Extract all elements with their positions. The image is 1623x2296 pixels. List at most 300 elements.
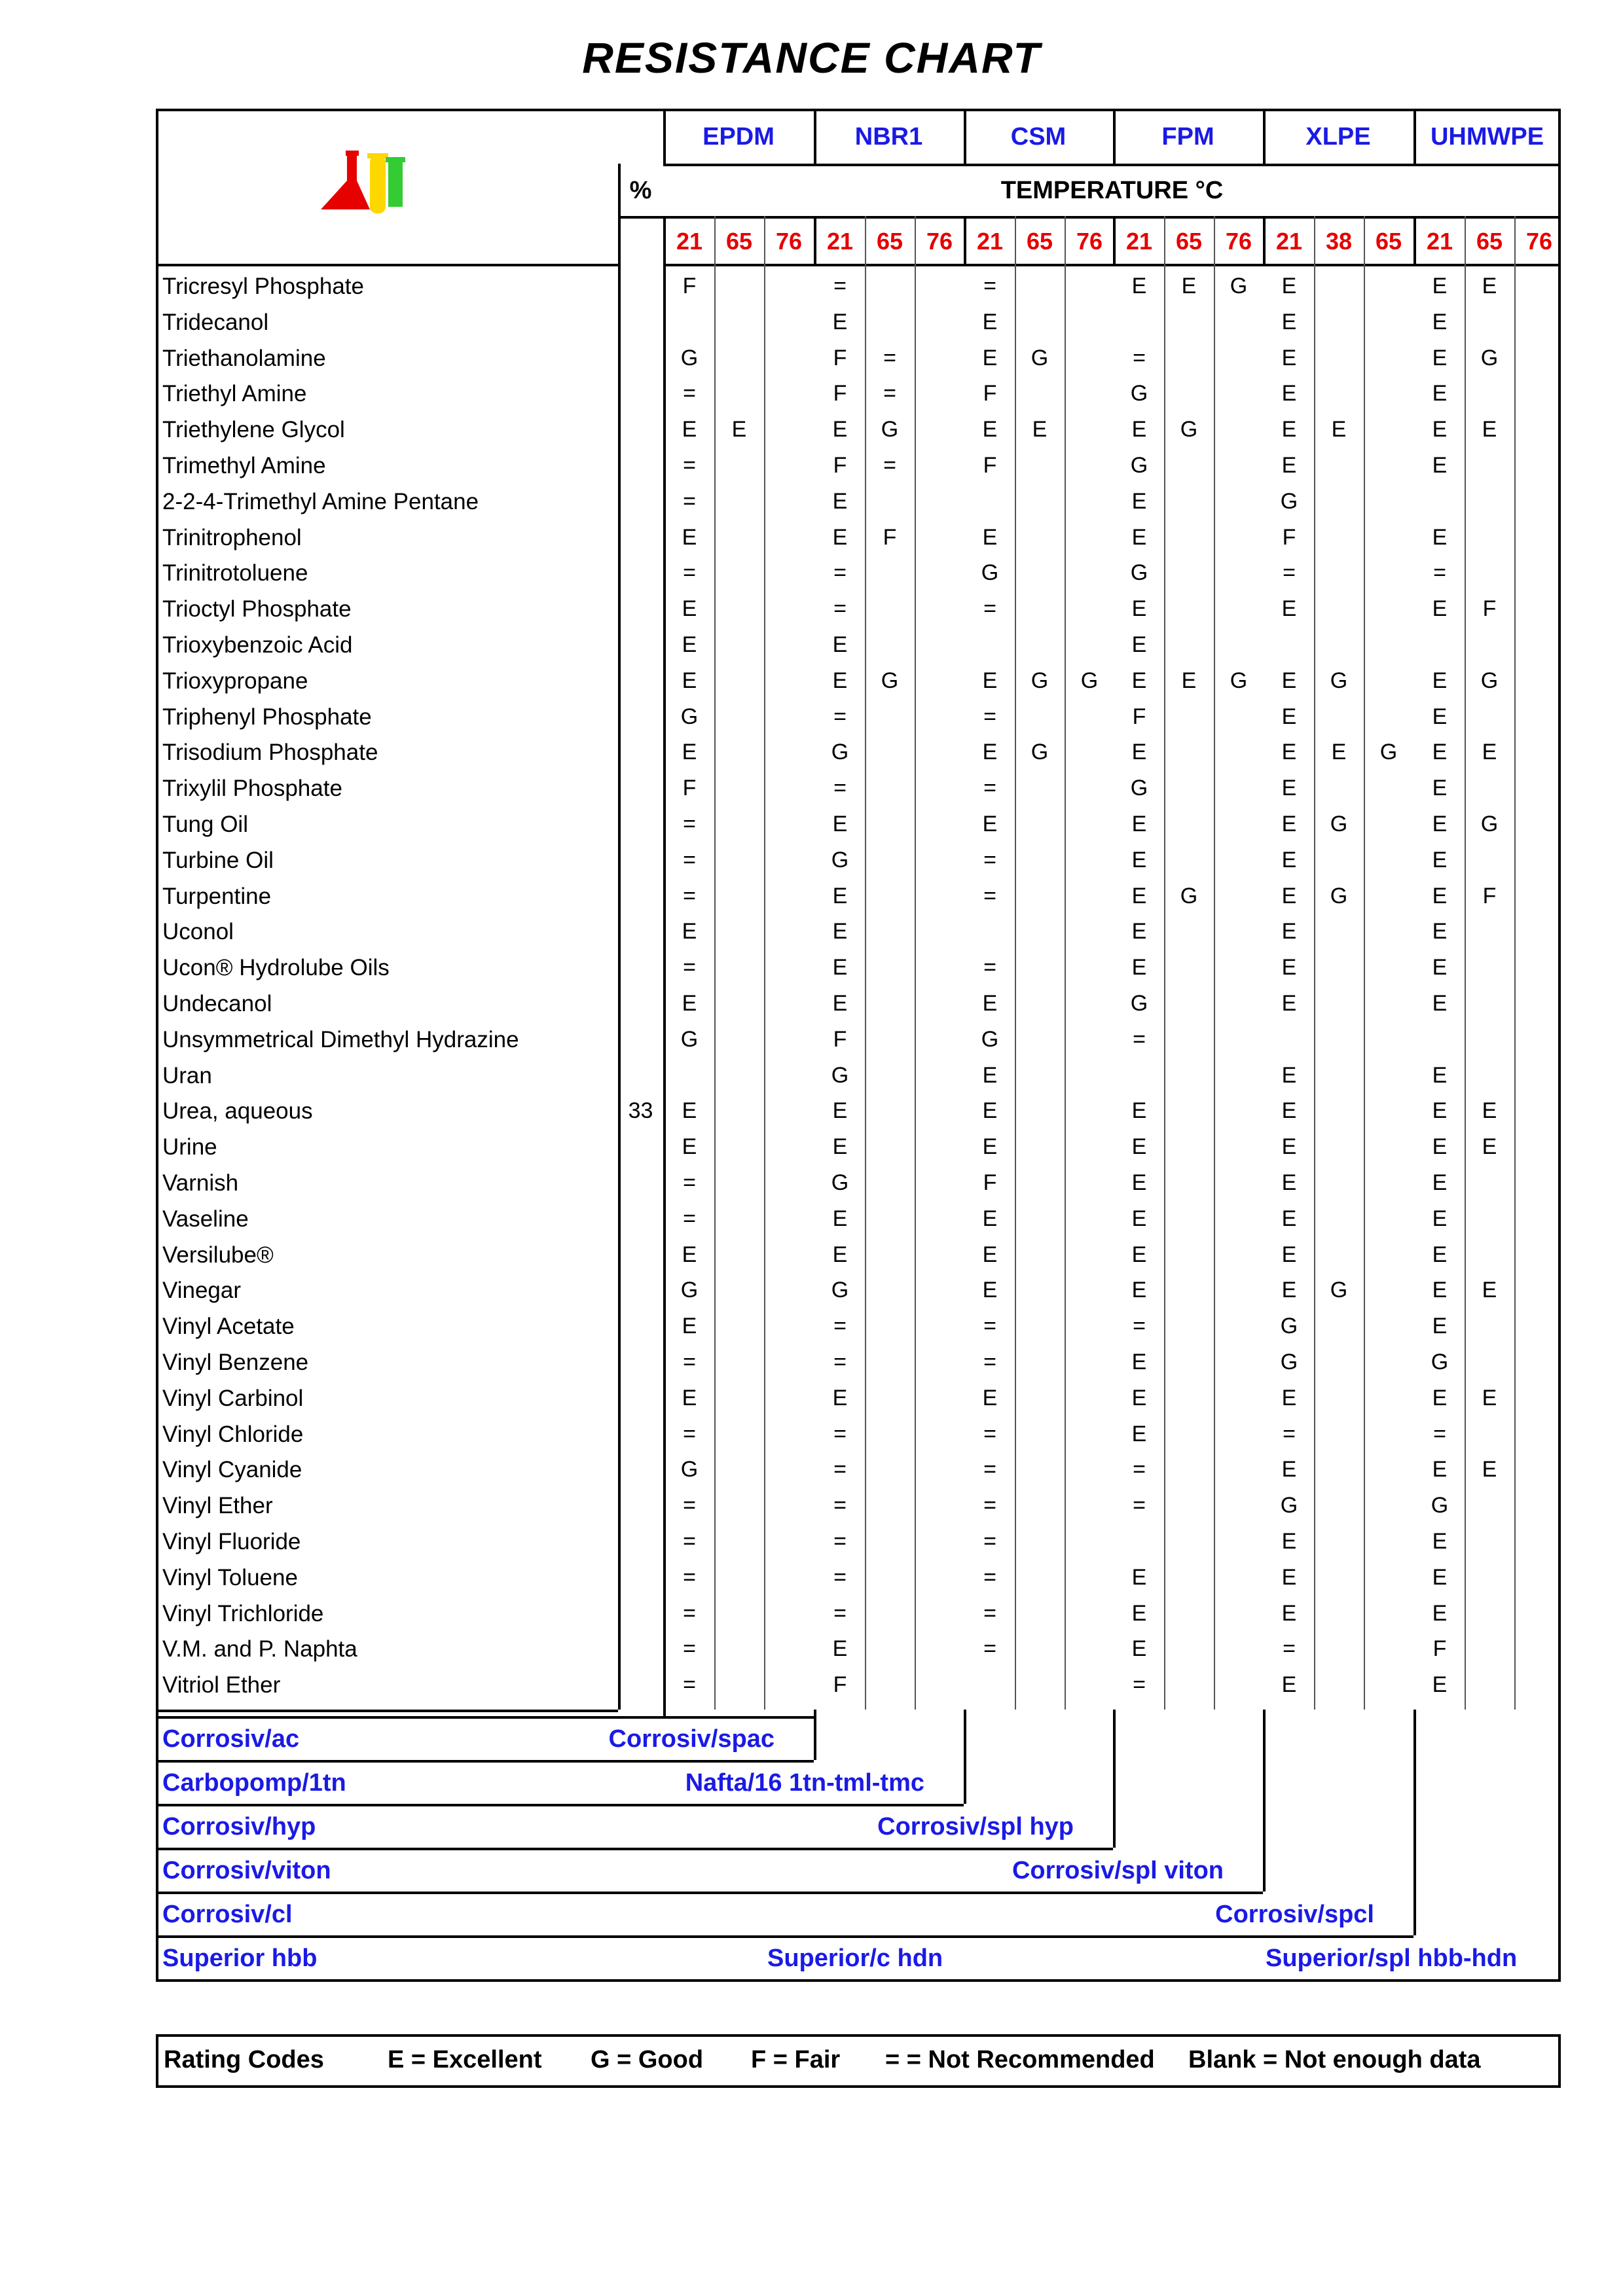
column-line <box>915 216 916 1710</box>
rating-cell: = <box>983 1457 996 1482</box>
footer-edge <box>1263 1710 1266 1892</box>
rating-cell: E <box>832 955 848 980</box>
rating-cell: = <box>883 453 896 478</box>
chemical-name: Triethyl Amine <box>162 381 307 407</box>
rating-cell: E <box>682 1134 697 1160</box>
yellow-tube-rim <box>367 153 388 158</box>
rating-cell: E <box>1432 955 1448 980</box>
chemical-name: Trioctyl Phosphate <box>162 596 352 622</box>
rating-cell: = <box>683 1529 696 1554</box>
rating-cell: E <box>1281 776 1297 801</box>
rating-cell: E <box>1482 417 1497 442</box>
rating-cell: E <box>982 740 998 765</box>
percent-value: 33 <box>628 1098 653 1124</box>
rating-cell: = <box>833 1529 847 1554</box>
chemical-name: Trisodium Phosphate <box>162 740 378 766</box>
chemical-name: Trioxypropane <box>162 668 308 694</box>
rating-cell: E <box>1131 1206 1147 1231</box>
rating-cell: E <box>1131 488 1147 514</box>
rating-cell: = <box>983 1600 996 1626</box>
rating-cell: E <box>1432 1278 1448 1303</box>
chemical-name: Vinyl Chloride <box>162 1421 304 1447</box>
rating-cell: = <box>983 1314 996 1339</box>
rating-cell: = <box>683 955 696 980</box>
rating-cell: G <box>1330 1278 1348 1303</box>
chemical-name: Triethylene Glycol <box>162 417 345 443</box>
chemical-name: Turpentine <box>162 883 272 909</box>
material-header-fpm: FPM <box>1161 123 1214 151</box>
rating-cell: = <box>983 274 996 298</box>
footer-code: Corrosiv/cl <box>162 1901 293 1928</box>
rating-cell: E <box>1131 740 1147 765</box>
rating-cell: = <box>1433 1421 1446 1446</box>
rating-cell: = <box>1133 1457 1146 1482</box>
temperature-cell: 21 <box>826 228 854 255</box>
footer-code: Corrosiv/spac <box>608 1725 775 1753</box>
rating-cell: E <box>1432 1564 1448 1590</box>
legend-fair: F = Fair <box>751 2046 841 2073</box>
rating-cell: E <box>682 919 697 944</box>
rating-cell: E <box>1131 1170 1147 1195</box>
rating-cell: E <box>832 812 848 836</box>
chemical-name: V.M. and P. Naphta <box>162 1636 357 1662</box>
rating-cell: = <box>1133 1672 1146 1698</box>
red-flask-rim <box>346 151 359 156</box>
legend-not-recommended: = = Not Recommended <box>885 2046 1155 2073</box>
rating-cell: = <box>983 704 996 729</box>
rating-cell: E <box>1432 596 1448 622</box>
rating-cell: = <box>683 1350 696 1374</box>
chemical-name: Trioxybenzoic Acid <box>162 632 353 658</box>
rating-cell: E <box>731 417 747 442</box>
chemical-name: Urine <box>162 1134 217 1160</box>
rating-cell: = <box>683 381 696 406</box>
rating-cell: E <box>832 524 848 550</box>
rating-cell: E <box>1281 1529 1297 1554</box>
rating-cell: E <box>1131 1098 1147 1124</box>
lab-flasks-icon <box>318 149 406 216</box>
rating-cell: E <box>1181 274 1197 298</box>
rating-cell: E <box>832 883 848 908</box>
rating-cell: G <box>1130 776 1148 801</box>
rating-cell: E <box>1281 1134 1297 1160</box>
chemical-name: 2-2-4-Trimethyl Amine Pentane <box>162 488 479 514</box>
chemical-name: Turbine Oil <box>162 847 274 873</box>
rating-cell: E <box>1281 345 1297 370</box>
rating-cell: G <box>680 1457 699 1482</box>
rating-cell: E <box>832 991 848 1016</box>
rating-cell: E <box>1131 668 1147 693</box>
rating-cell: E <box>1482 740 1497 765</box>
rating-cell: E <box>1281 1206 1297 1231</box>
rating-cell: E <box>1281 883 1297 908</box>
rating-cell: = <box>683 488 696 514</box>
rating-cell: = <box>683 453 696 478</box>
temperature-cell: 65 <box>1375 228 1402 255</box>
chemical-name: Vinyl Trichloride <box>162 1600 324 1626</box>
rating-cell: E <box>1432 417 1448 442</box>
rating-cell: G <box>1280 1493 1298 1518</box>
rating-cell: G <box>981 560 999 586</box>
column-line <box>1514 216 1516 1710</box>
rating-cell: = <box>1133 345 1146 370</box>
rating-cell: F <box>1482 596 1497 622</box>
rating-cell: G <box>680 1026 699 1052</box>
footer-edge <box>1413 1710 1416 1935</box>
chemical-name: Undecanol <box>162 991 272 1016</box>
rating-cell: F <box>983 453 997 478</box>
chemical-name: Triethanolamine <box>162 345 326 371</box>
rating-cell: E <box>832 1385 848 1410</box>
chemical-name: Varnish <box>162 1170 239 1196</box>
rating-cell: E <box>982 417 998 442</box>
rating-cell: = <box>683 1600 696 1626</box>
rating-cell: G <box>1130 991 1148 1016</box>
rating-cell: E <box>1131 274 1147 298</box>
rating-cell: E <box>682 668 697 693</box>
rating-cell: G <box>1030 668 1049 693</box>
rating-cell: E <box>1281 991 1297 1016</box>
rating-cell: G <box>1130 453 1148 478</box>
rating-cell: G <box>831 1062 849 1088</box>
footer-code: Corrosiv/viton <box>162 1857 331 1884</box>
material-separator <box>814 216 816 266</box>
rating-cell: E <box>832 417 848 442</box>
rating-cell: E <box>982 309 998 334</box>
legend-label: Rating Codes <box>164 2046 324 2073</box>
rating-cell: E <box>1482 1385 1497 1410</box>
rating-cell: E <box>1432 1314 1448 1339</box>
rating-cell: G <box>1280 1314 1298 1339</box>
footer-line <box>156 1935 1413 1938</box>
rating-cell: F <box>833 381 847 406</box>
rating-cell: = <box>833 1457 847 1482</box>
rating-cell: F <box>833 1026 847 1052</box>
legend-excellent: E = Excellent <box>388 2046 542 2073</box>
rating-cell: E <box>1432 847 1448 872</box>
rating-cell: E <box>1482 1457 1497 1482</box>
rating-cell: G <box>1230 668 1248 693</box>
rating-cell: E <box>1281 1170 1297 1195</box>
rating-cell: E <box>1432 776 1448 801</box>
rating-cell: F <box>682 274 697 298</box>
rating-cell: E <box>1131 1636 1147 1662</box>
rating-cell: E <box>682 991 697 1016</box>
rating-codes-legend <box>156 2034 1561 2088</box>
rating-cell: G <box>831 847 849 872</box>
percent-header: % <box>629 177 652 204</box>
rating-cell: = <box>833 274 847 298</box>
rating-cell: E <box>1432 740 1448 765</box>
chemical-name: Tung Oil <box>162 812 248 837</box>
rating-cell: E <box>682 740 697 765</box>
rating-cell: = <box>983 1529 996 1554</box>
rating-cell: E <box>1131 1385 1147 1410</box>
rating-cell: = <box>983 883 996 908</box>
rating-cell: E <box>1281 704 1297 729</box>
rating-cell: E <box>982 812 998 836</box>
rating-cell: E <box>682 596 697 622</box>
rating-cell: = <box>833 596 847 622</box>
rating-cell: = <box>833 560 847 586</box>
rating-cell: E <box>1432 812 1448 836</box>
rating-cell: = <box>833 1314 847 1339</box>
rating-cell: = <box>833 704 847 729</box>
rating-cell: = <box>983 955 996 980</box>
chemical-name: Triphenyl Phosphate <box>162 704 372 730</box>
rating-cell: G <box>1480 812 1499 836</box>
footer-code: Carbopomp/1tn <box>162 1769 346 1797</box>
chemical-name: Vinegar <box>162 1278 242 1304</box>
rating-cell: E <box>1331 417 1347 442</box>
rating-cell: = <box>983 1421 996 1446</box>
rating-cell: E <box>1131 919 1147 944</box>
rating-cell: E <box>1432 524 1448 550</box>
rating-cell: E <box>982 991 998 1016</box>
rating-cell: = <box>683 1493 696 1518</box>
percent-column-border <box>618 164 621 1710</box>
rating-cell: = <box>683 812 696 836</box>
rating-cell: E <box>1131 883 1147 908</box>
rating-cell: G <box>1030 345 1049 370</box>
rating-cell: = <box>833 1493 847 1518</box>
rating-cell: = <box>1433 560 1446 586</box>
rating-cell: E <box>1131 596 1147 622</box>
rating-cell: = <box>683 1672 696 1698</box>
temperature-cell: 38 <box>1325 228 1353 255</box>
rating-cell: = <box>1133 1026 1146 1052</box>
rating-cell: E <box>982 1385 998 1410</box>
rating-cell: E <box>982 1062 998 1088</box>
footer-line <box>156 1848 1113 1850</box>
rating-cell: G <box>1431 1493 1449 1518</box>
rating-cell: = <box>1283 560 1296 586</box>
rating-cell: = <box>833 1564 847 1590</box>
rating-cell: E <box>1432 919 1448 944</box>
footer-code: Corrosiv/hyp <box>162 1813 316 1840</box>
chemical-name: Vinyl Carbinol <box>162 1385 304 1411</box>
rating-cell: E <box>832 488 848 514</box>
footer-code: Corrosiv/spl hyp <box>877 1813 1074 1840</box>
temperature-cell: 65 <box>725 228 753 255</box>
chemical-name: Versilube® <box>162 1242 274 1268</box>
rating-cell: E <box>1131 1134 1147 1160</box>
temperature-header: TEMPERATURE °C <box>1000 177 1224 204</box>
rating-cell: E <box>1331 740 1347 765</box>
rating-cell: = <box>1133 1314 1146 1339</box>
rating-cell: G <box>1330 812 1348 836</box>
rating-cell: E <box>682 1242 697 1267</box>
footer-line <box>156 1892 1263 1894</box>
rating-cell: E <box>1281 740 1297 765</box>
rating-cell: E <box>1131 1242 1147 1267</box>
temperature-cell: 76 <box>1076 228 1103 255</box>
rating-cell: = <box>683 1206 696 1231</box>
temperature-cell: 21 <box>976 228 1004 255</box>
footer-code: Superior/c hdn <box>767 1945 943 1972</box>
legend-blank: Blank = Not enough data <box>1188 2046 1481 2073</box>
rating-cell: F <box>983 1170 997 1195</box>
rating-cell: E <box>1281 1457 1297 1482</box>
rating-cell: = <box>983 596 996 622</box>
chemical-name: Tridecanol <box>162 309 269 335</box>
rating-cell: = <box>683 1636 696 1662</box>
rating-cell: G <box>680 704 699 729</box>
rating-cell: E <box>832 668 848 693</box>
rating-cell: E <box>1482 1134 1497 1160</box>
rating-cell: F <box>883 524 897 550</box>
footer-line <box>156 1760 814 1763</box>
rating-cell: E <box>1131 1600 1147 1626</box>
rating-cell: E <box>1432 1206 1448 1231</box>
temperature-cell: 65 <box>876 228 903 255</box>
rating-cell: = <box>683 1421 696 1446</box>
rating-cell: E <box>1281 668 1297 693</box>
rating-cell: E <box>682 1385 697 1410</box>
temperature-cell: 21 <box>1426 228 1453 255</box>
footer-code: Corrosiv/spcl <box>1215 1901 1374 1928</box>
rating-cell: E <box>982 1242 998 1267</box>
rating-cell: = <box>683 560 696 586</box>
rating-cell: E <box>1281 1672 1297 1698</box>
rating-cell: E <box>682 632 697 657</box>
rating-cell: = <box>683 847 696 872</box>
temperature-cell: 65 <box>1026 228 1053 255</box>
rating-cell: G <box>1180 417 1198 442</box>
material-separator <box>964 216 966 266</box>
rating-cell: G <box>1080 668 1099 693</box>
rating-cell: E <box>682 1098 697 1124</box>
rating-cell: E <box>832 1636 848 1662</box>
rating-cell: E <box>682 524 697 550</box>
chemical-name: Vinyl Toluene <box>162 1564 298 1590</box>
material-header-epdm: EPDM <box>702 123 775 151</box>
rating-cell: E <box>1432 1672 1448 1698</box>
rating-cell: E <box>982 345 998 370</box>
temperature-cell: 21 <box>1275 228 1303 255</box>
column-line <box>1214 216 1215 1710</box>
rating-cell: E <box>1432 1600 1448 1626</box>
footer-code: Nafta/16 1tn-tml-tmc <box>685 1769 924 1797</box>
rating-cell: E <box>1281 812 1297 836</box>
rating-cell: E <box>1432 309 1448 334</box>
column-line <box>1364 216 1365 1710</box>
rating-cell: E <box>982 668 998 693</box>
rating-cell: E <box>1432 274 1448 298</box>
rating-cell: = <box>833 1350 847 1374</box>
chemical-name: Vinyl Cyanide <box>162 1457 302 1483</box>
rating-cell: E <box>682 1314 697 1339</box>
rating-cell: E <box>1131 1564 1147 1590</box>
rating-cell: E <box>1131 955 1147 980</box>
rating-cell: G <box>1480 668 1499 693</box>
material-header-xlpe: XLPE <box>1305 123 1371 151</box>
rating-cell: G <box>1280 488 1298 514</box>
chemical-name: Ucon® Hydrolube Oils <box>162 955 390 981</box>
rating-cell: G <box>831 740 849 765</box>
rating-cell: E <box>1432 1062 1448 1088</box>
rating-cell: F <box>833 1672 847 1698</box>
rating-cell: E <box>982 524 998 550</box>
rating-cell: E <box>1281 1278 1297 1303</box>
rating-cell: E <box>1432 1242 1448 1267</box>
yellow-tube <box>370 156 386 213</box>
rating-cell: = <box>833 776 847 801</box>
rating-cell: E <box>1281 1385 1297 1410</box>
rating-cell: G <box>981 1026 999 1052</box>
rating-cell: E <box>1131 524 1147 550</box>
rating-cell: E <box>1281 1098 1297 1124</box>
rating-cell: G <box>1280 1350 1298 1374</box>
footer-line <box>156 1716 814 1719</box>
footer-edge <box>814 1710 816 1760</box>
rating-cell: = <box>833 1600 847 1626</box>
temperature-cell: 76 <box>1225 228 1252 255</box>
rating-cell: E <box>982 1278 998 1303</box>
rating-cell: G <box>1030 740 1049 765</box>
rating-cell: F <box>833 453 847 478</box>
rating-cell: = <box>1283 1636 1296 1662</box>
rating-cell: E <box>1281 1242 1297 1267</box>
header-divider <box>618 216 1561 219</box>
rating-cell: E <box>982 1098 998 1124</box>
rating-cell: G <box>1480 345 1499 370</box>
legend-good: G = Good <box>591 2046 704 2073</box>
rating-cell: E <box>682 417 697 442</box>
page-title: RESISTANCE CHART <box>582 33 1041 82</box>
rating-cell: G <box>831 1278 849 1303</box>
temperature-cell: 21 <box>1125 228 1153 255</box>
rating-cell: G <box>1330 883 1348 908</box>
footer-edge <box>663 1710 666 1716</box>
rating-cell: E <box>1432 345 1448 370</box>
rating-cell: E <box>1432 381 1448 406</box>
rating-cell: = <box>883 381 896 406</box>
column-line <box>764 216 765 1710</box>
header-divider <box>156 264 618 266</box>
footer-line <box>156 1804 964 1806</box>
chemical-name: Uconol <box>162 919 234 945</box>
rating-cell: E <box>1181 668 1197 693</box>
rating-cell: E <box>1482 274 1497 298</box>
footer-line <box>156 1979 1561 1982</box>
rating-cell: G <box>680 345 699 370</box>
rating-cell: E <box>1432 1385 1448 1410</box>
rating-cell: = <box>683 1564 696 1590</box>
rating-cell: E <box>1131 1350 1147 1374</box>
chemical-name: Tricresyl Phosphate <box>162 274 364 299</box>
rating-cell: F <box>1132 704 1146 729</box>
rating-cell: E <box>832 1098 848 1124</box>
rating-cell: E <box>1131 812 1147 836</box>
rating-cell: = <box>983 847 996 872</box>
rating-cell: E <box>1131 1278 1147 1303</box>
rating-cell: E <box>1281 1062 1297 1088</box>
rating-cell: E <box>1432 883 1448 908</box>
rating-cell: E <box>1281 919 1297 944</box>
chemical-name: Vinyl Acetate <box>162 1314 295 1340</box>
red-flask <box>321 154 370 209</box>
chemical-name: Trixylil Phosphate <box>162 776 342 802</box>
rating-cell: E <box>1131 632 1147 657</box>
rating-cell: E <box>832 1242 848 1267</box>
rating-cell: E <box>1281 1564 1297 1590</box>
rating-cell: E <box>1432 453 1448 478</box>
rating-cell: E <box>1131 1421 1147 1446</box>
rating-cell: = <box>983 1350 996 1374</box>
rating-cell: E <box>1482 1278 1497 1303</box>
rating-cell: E <box>1482 1098 1497 1124</box>
